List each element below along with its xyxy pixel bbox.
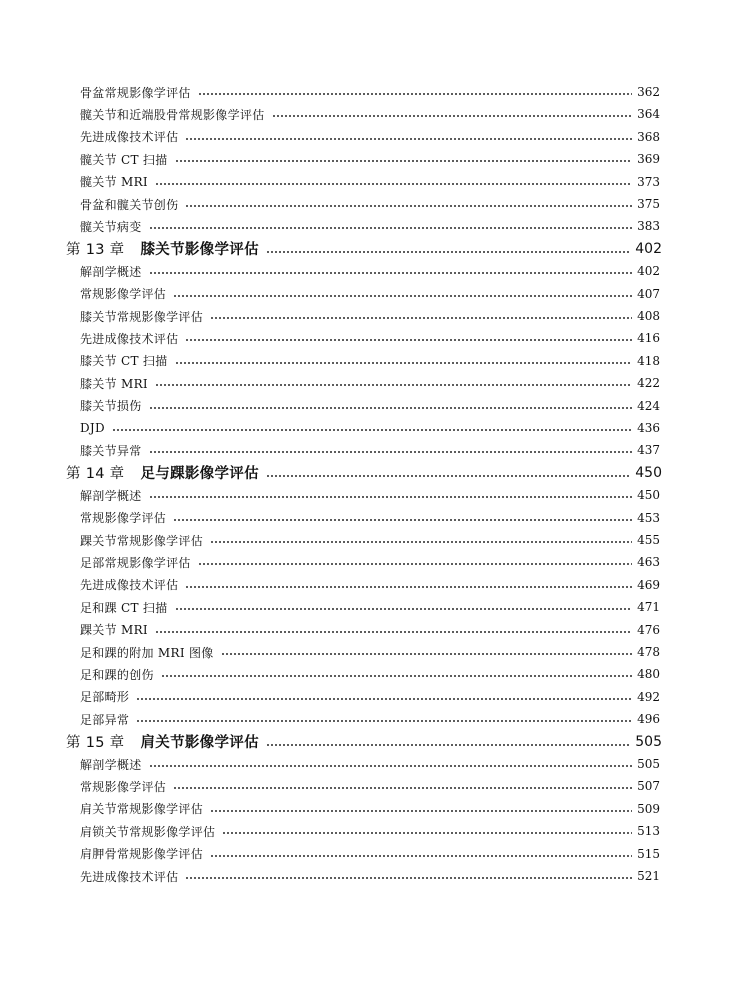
toc-entry <box>0 508 730 528</box>
entry-title: 骨盆常规影像学评估 <box>80 85 191 100</box>
page-number: 375 <box>637 197 660 211</box>
chapter-title: 肩关节影像学评估 <box>140 735 259 752</box>
dot-leader <box>198 563 632 565</box>
entry-title: 髋关节 MRI <box>80 175 148 190</box>
entry-title: 足部常规影像学评估 <box>80 555 191 570</box>
toc-entry <box>0 821 730 841</box>
page-number: 492 <box>637 689 660 704</box>
dot-leader <box>155 183 632 185</box>
dot-leader <box>222 832 632 834</box>
entry-title: 膝关节 MRI <box>80 376 148 391</box>
entry-title: 髋关节病变 <box>80 219 142 234</box>
dot-leader <box>136 720 632 722</box>
dot-leader <box>185 138 632 140</box>
entry-title: 肩关节常规影像学评估 <box>80 802 204 817</box>
toc-entry <box>0 306 730 326</box>
dot-leader <box>266 744 630 746</box>
page-number: 424 <box>637 398 660 413</box>
page-number: 469 <box>637 577 660 592</box>
dot-leader <box>175 160 633 162</box>
page-number: 369 <box>637 152 660 167</box>
entry-title: 常规影像学评估 <box>80 287 167 302</box>
page-number: 373 <box>637 174 660 189</box>
entry-title: 踝关节常规影像学评估 <box>80 533 204 548</box>
entry-title: 解剖学概述 <box>80 264 142 279</box>
entry-title: 解剖学概述 <box>80 488 142 503</box>
page-number: 478 <box>637 645 660 659</box>
dot-leader <box>221 653 633 655</box>
page-number: 408 <box>637 309 660 323</box>
page-number: 505 <box>635 733 662 750</box>
page-number: 383 <box>637 219 660 234</box>
page-number: 450 <box>637 488 660 503</box>
entry-title: 膝关节异常 <box>80 443 142 458</box>
page-number: 436 <box>637 421 660 435</box>
dot-leader <box>185 586 632 588</box>
toc-entry <box>0 709 730 729</box>
page-number: 437 <box>637 443 660 458</box>
toc-entry <box>0 754 730 774</box>
page-number: 496 <box>637 712 660 727</box>
entry-title: 常规影像学评估 <box>80 779 167 794</box>
toc-entry <box>0 597 730 617</box>
toc-entry <box>0 194 730 214</box>
dot-leader <box>210 541 632 543</box>
entry-title: 先进成像技术评估 <box>80 331 179 346</box>
toc-entry <box>0 396 730 416</box>
dot-leader <box>175 608 633 610</box>
entry-title: 膝关节 CT 扫描 <box>80 354 168 369</box>
page-number: 471 <box>637 600 660 615</box>
entry-title: 解剖学概述 <box>80 757 142 772</box>
toc-entry <box>0 844 730 864</box>
dot-leader <box>161 675 632 677</box>
chapter-title: 足与踝影像学评估 <box>140 466 259 483</box>
dot-leader <box>112 429 632 431</box>
page-number: 505 <box>637 757 660 771</box>
entry-title: 骨盆和髋关节创伤 <box>80 197 179 212</box>
entry-title: 足和踝的创伤 <box>80 667 154 682</box>
dot-leader <box>210 810 632 812</box>
page-number: 480 <box>637 667 660 682</box>
toc-entry <box>0 664 730 684</box>
dot-leader <box>175 362 633 364</box>
toc-entry <box>0 552 730 572</box>
entry-title: 髋关节和近端股骨常规影像学评估 <box>80 107 265 122</box>
page-number: 453 <box>637 510 660 525</box>
entry-title: 先进成像技术评估 <box>80 130 179 145</box>
page-number: 463 <box>637 555 660 570</box>
entry-title: 踝关节 MRI <box>80 623 148 638</box>
toc-chapter-entry <box>0 239 730 259</box>
toc-entry <box>0 485 730 505</box>
toc-entry <box>0 530 730 550</box>
dot-leader <box>266 475 630 477</box>
dot-leader <box>210 855 632 857</box>
dot-leader <box>173 519 632 521</box>
dot-leader <box>272 115 633 117</box>
dot-leader <box>136 698 632 700</box>
page-number: 364 <box>637 107 660 122</box>
entry-title: 常规影像学评估 <box>80 511 167 526</box>
entry-title: 足和踝的附加 MRI 图像 <box>80 645 214 660</box>
entry-title: 足部异常 <box>80 712 130 727</box>
toc-chapter-entry <box>0 732 730 752</box>
entry-title: 肩锁关节常规影像学评估 <box>80 824 216 839</box>
toc-entry <box>0 261 730 281</box>
chapter-number: 第 13 章 <box>66 242 125 259</box>
dot-leader <box>198 93 632 95</box>
toc-entry <box>0 575 730 595</box>
chapter-title: 膝关节影像学评估 <box>140 242 259 259</box>
page-number: 455 <box>637 533 660 547</box>
page-number: 402 <box>637 264 660 279</box>
dot-leader <box>149 407 633 409</box>
dot-leader <box>149 227 633 229</box>
toc-entry <box>0 687 730 707</box>
page-number: 416 <box>637 331 660 346</box>
dot-leader <box>266 251 630 253</box>
entry-title: 膝关节损伤 <box>80 399 142 414</box>
toc-entry <box>0 172 730 192</box>
dot-leader <box>173 295 632 297</box>
toc-entry <box>0 82 730 102</box>
toc-entry <box>0 776 730 796</box>
page-number: 362 <box>637 85 660 99</box>
dot-leader <box>210 317 632 319</box>
entry-title: 先进成像技术评估 <box>80 869 179 884</box>
toc-chapter-entry <box>0 463 730 483</box>
entry-title: 足部畸形 <box>80 690 130 705</box>
toc-entry <box>0 642 730 662</box>
toc-entry <box>0 149 730 169</box>
dot-leader <box>185 339 632 341</box>
page-number: 402 <box>635 240 662 257</box>
toc-entry <box>0 328 730 348</box>
dot-leader <box>173 787 632 789</box>
page-number: 507 <box>637 779 660 794</box>
toc-entry <box>0 104 730 124</box>
page-number: 407 <box>637 286 660 301</box>
toc-entry <box>0 351 730 371</box>
toc-entry <box>0 620 730 640</box>
toc-entry <box>0 284 730 304</box>
toc-entry <box>0 799 730 819</box>
toc-entry <box>0 216 730 236</box>
page-number: 513 <box>637 824 660 839</box>
toc-entry <box>0 418 730 438</box>
chapter-number: 第 15 章 <box>66 735 125 752</box>
entry-title: DJD <box>80 421 105 435</box>
page-number: 476 <box>637 622 660 637</box>
page-number: 515 <box>637 846 660 861</box>
toc-entry <box>0 127 730 147</box>
dot-leader <box>149 765 633 767</box>
page-number: 521 <box>637 869 660 883</box>
dot-leader <box>155 384 632 386</box>
chapter-number: 第 14 章 <box>66 466 125 483</box>
toc-entry <box>0 866 730 886</box>
page-number: 368 <box>637 129 660 144</box>
dot-leader <box>149 496 633 498</box>
dot-leader <box>149 272 633 274</box>
entry-title: 足和踝 CT 扫描 <box>80 600 168 615</box>
entry-title: 膝关节常规影像学评估 <box>80 309 204 324</box>
entry-title: 髋关节 CT 扫描 <box>80 152 168 167</box>
page-number: 509 <box>637 801 660 816</box>
dot-leader <box>185 205 632 207</box>
page-number: 418 <box>637 353 660 368</box>
dot-leader <box>185 877 632 879</box>
page-number: 422 <box>637 376 660 391</box>
page-number: 450 <box>635 464 662 481</box>
toc-entry <box>0 373 730 393</box>
entry-title: 先进成像技术评估 <box>80 578 179 593</box>
dot-leader <box>155 631 632 633</box>
dot-leader <box>149 451 633 453</box>
entry-title: 肩胛骨常规影像学评估 <box>80 847 204 862</box>
toc-entry <box>0 440 730 460</box>
